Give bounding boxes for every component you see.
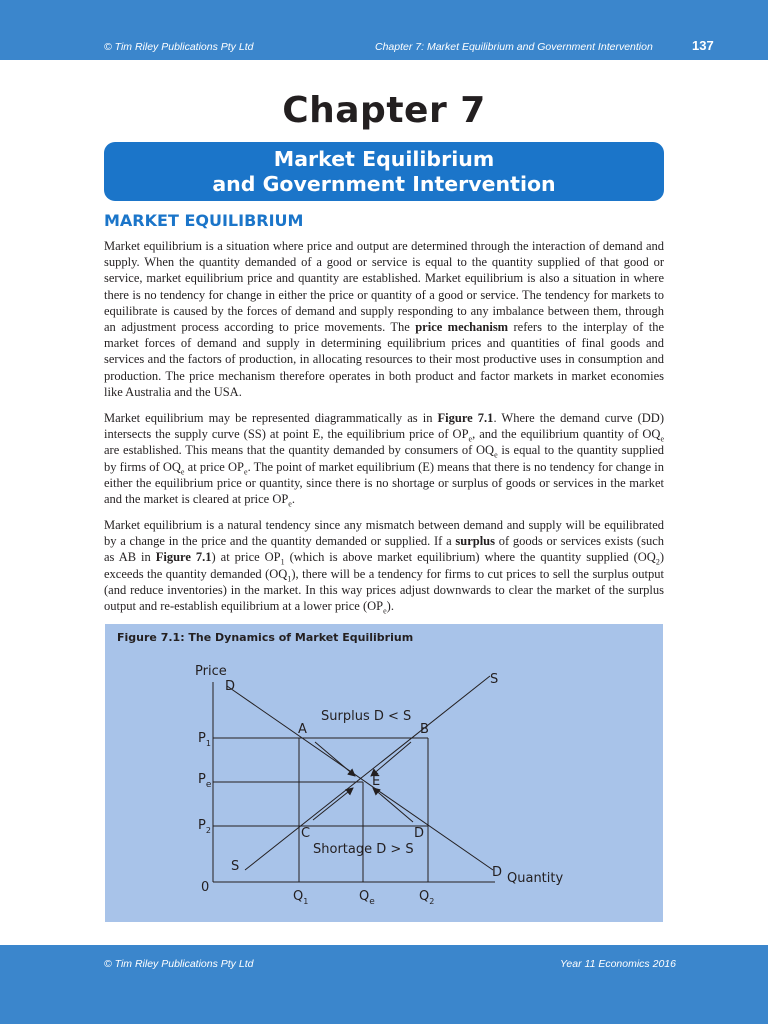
subscript: e: [660, 434, 664, 444]
text-run: .: [291, 492, 295, 507]
adjustment-arrow-down-right: [371, 742, 411, 776]
q2-label: [419, 889, 434, 906]
text-run: of goods or services exists (such as AB in: [104, 534, 664, 565]
header-copyright: © Tim Riley Publications Pty Ltd: [104, 41, 254, 53]
caption: Figure 7.1: The Dynamics of Market Equilibrium: [117, 631, 414, 644]
adjustment-arrow-down-left: [315, 742, 355, 776]
figure-reference: Figure 7.1: [437, 411, 494, 425]
point-d-label: D: [414, 826, 425, 841]
text-run: , and the equilibrium quantity of OQ: [472, 427, 661, 442]
demand-label-bottom: D: [492, 865, 503, 880]
footer-copyright: © Tim Riley Publications Pty Ltd: [104, 958, 254, 970]
p2-letter: P: [198, 818, 206, 833]
q1-label: [293, 889, 308, 906]
text-run: at price OP: [184, 459, 244, 474]
header-chapter-reference: Chapter 7: Market Equilibrium and Government Intervention: [375, 41, 653, 53]
supply-curve: [245, 676, 490, 870]
supply-label-top: S: [490, 672, 499, 687]
text-run: . The point of market equilibrium (E) means that there is no tendency for change in either the equilibrium price or quantity, since there is no shortage or surplus of goods or services in the market and the market is cleared at price OP: [104, 459, 665, 507]
adjustment-arrow-up-left: [313, 788, 353, 820]
p2-label: [198, 818, 211, 835]
page-header-bar: [0, 0, 768, 60]
text-run: Market equilibrium is a natural tendency since any mismatch between demand and supply will be equilibrated by a change in the price and the quantity demanded or supplied. If a: [104, 518, 664, 549]
text-run: is equal to the quantity supplied by firms of OQ: [104, 443, 664, 474]
figure-reference: Figure 7.1: [155, 550, 212, 565]
price-axis-label: Price: [195, 664, 227, 679]
text-run: (which is above market equilibrium) where the quantity supplied (OQ: [284, 550, 656, 565]
text-run: ) exceeds the quantity demanded (OQ: [104, 550, 665, 581]
paragraph-3: [104, 517, 664, 614]
shortage-label: Shortage D > S: [313, 842, 414, 857]
demand-label-top: D: [225, 679, 236, 694]
text-run: ), there will be a tendency for firms to cut prices to sell the surplus output (and reduce inventories) in the market. In this way prices adjust downwards to clear the market of the surplus output and re-establish equilibrium at a lower price (OP: [104, 566, 664, 614]
qe-label: [359, 889, 375, 907]
qe-subscript: e: [369, 897, 375, 907]
paragraph-2: [104, 410, 664, 507]
banner-line-1: Market Equilibrium: [273, 147, 495, 171]
quantity-axis-label: Quantity: [507, 871, 564, 886]
section-heading: MARKET EQUILIBRIUM: [104, 211, 304, 230]
point-c-label: C: [301, 826, 311, 841]
p2-subscript: 2: [205, 826, 211, 835]
text-run: . Where the demand curve (DD) intersects the supply curve (SS) at point E, the equilibrium price of OP: [104, 411, 664, 442]
adjustment-arrow-up-right: [373, 788, 413, 822]
bold-term: surplus: [455, 534, 495, 549]
p1-letter: P: [198, 731, 206, 746]
chapter-title: Chapter 7: [282, 90, 486, 131]
subscript: 2: [655, 557, 660, 567]
bold-term: price mechanism: [415, 320, 509, 335]
subscript: e: [180, 467, 185, 477]
subscript: e: [494, 450, 498, 460]
p1-label: [198, 731, 211, 748]
q1-subscript: 1: [303, 897, 309, 906]
pe-label: [198, 772, 212, 790]
subscript: e: [383, 606, 387, 616]
point-a-label: A: [298, 722, 307, 737]
surplus-label: Surplus D < S: [321, 709, 412, 724]
subscript: e: [468, 434, 473, 444]
subscript: e: [244, 467, 248, 477]
point-b-label: B: [420, 722, 429, 737]
supply-label-bottom: S: [231, 859, 240, 874]
subscript: e: [288, 499, 292, 509]
text-run: ).: [386, 599, 394, 614]
p1-subscript: 1: [205, 739, 211, 748]
pe-subscript: e: [205, 780, 212, 790]
page-footer-bar: [0, 945, 768, 1024]
text-run: ) at price OP: [211, 550, 281, 565]
banner-line-2: and Government Intervention: [212, 172, 556, 196]
figure-7-1: [105, 624, 663, 922]
point-e-label: E: [372, 774, 381, 789]
text-run: Market equilibrium may be represented diagrammatically as in: [104, 411, 438, 425]
origin-label: 0: [201, 880, 210, 895]
subscript: 1: [280, 557, 285, 567]
text-run: Market equilibrium is a situation where price and output are determined through the interaction of demand and supply. When the quantity demanded of a good or service is equal to the quantity supplied of that good or service, market equilibrium price and quantity are established. Market equilibrium is also a situation in where there is no tendency for change in either the price or quantity of a good or service. The tendency for markets to equilibrate is caused by the forces of demand and supply responding to any imbalance between them, through an adjustment process according to price movements. The: [104, 239, 664, 335]
chapter-banner: [104, 142, 664, 201]
footer-edition: Year 11 Economics 2016: [560, 958, 676, 970]
paragraph-1: [104, 238, 664, 400]
qe-letter: Q: [359, 889, 370, 904]
q1-letter: Q: [293, 889, 304, 904]
q2-letter: Q: [419, 889, 430, 904]
text-run: refers to the interplay of the market forces of demand and supply in determining equilibrium prices and quantities of final goods and services and the factors of production, in allocating resources to their most productive uses in consumption and production. The price mechanism therefore operates in both product and factor markets in market economies like Australia and the USA.: [104, 320, 664, 399]
q2-subscript: 2: [429, 897, 435, 906]
equilibrium-diagram: [105, 624, 663, 922]
pe-letter: P: [198, 772, 206, 787]
text-run: are established. This means that the quantity demanded by consumers of OQ: [104, 443, 495, 458]
subscript: 1: [287, 574, 292, 584]
page-number: 137: [692, 38, 714, 53]
